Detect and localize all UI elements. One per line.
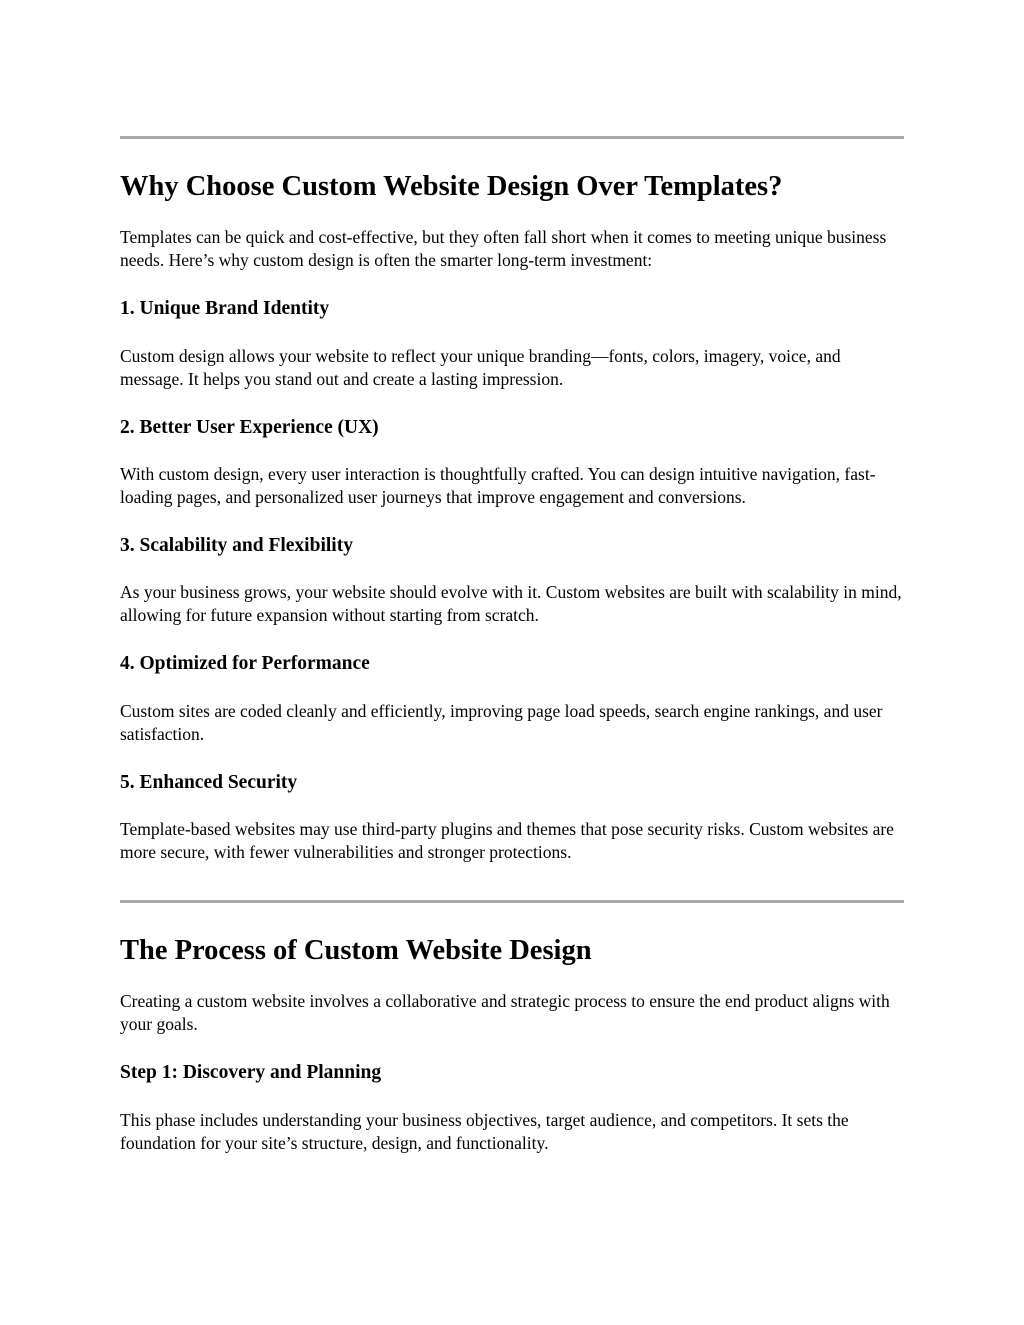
paragraph-scalability: As your business grows, your website should evolve with it. Custom websites are built with scalability in mind, allowing for future expansion without starting from scratch. (120, 582, 902, 626)
section-title-process: The Process of Custom Website Design (120, 935, 592, 967)
subheading-performance: 4. Optimized for Performance (120, 653, 370, 675)
subheading-discovery: Step 1: Discovery and Planning (120, 1062, 382, 1084)
subheading-brand-identity: 1. Unique Brand Identity (120, 298, 330, 320)
paragraph-security: Template-based websites may use third-party plugins and themes that pose security risks. Custom websites are more secure, with fewer vulnerabilities and stronger protections. (120, 819, 894, 863)
subheading-scalability: 3. Scalability and Flexibility (120, 534, 353, 556)
paragraph-performance: Custom sites are coded cleanly and efficiently, improving page load speeds, search engine rankings, and user satisfaction. (120, 700, 883, 744)
section-title-why-custom: Why Choose Custom Website Design Over Templates? (120, 171, 783, 202)
section-divider (120, 900, 904, 903)
document-page (120, 0, 905, 1155)
subheading-user-experience: 2. Better User Experience (UX) (120, 416, 379, 438)
paragraph-user-experience: With custom design, every user interaction is thoughtfully crafted. You can design intuitive navigation, fast-loading pages, and personalized user journeys that improve engagement and conversions. (120, 463, 876, 507)
paragraph-discovery: This phase includes understanding your business objectives, target audience, and competitors. It sets the foundation for your site’s structure, design, and functionality. (120, 1109, 849, 1153)
section-divider (120, 136, 904, 139)
subheading-security: 5. Enhanced Security (120, 771, 298, 793)
section-intro: Templates can be quick and cost-effective, but they often fall short when it comes to meeting unique business needs. Here’s why custom design is often the smarter long-term investment: (120, 227, 887, 271)
section-intro: Creating a custom website involves a collaborative and strategic process to ensure the end product aligns with your goals. (120, 991, 890, 1035)
paragraph-brand-identity: Custom design allows your website to reflect your unique branding—fonts, colors, imagery, voice, and message. It helps you stand out and create a lasting impression. (120, 345, 841, 389)
